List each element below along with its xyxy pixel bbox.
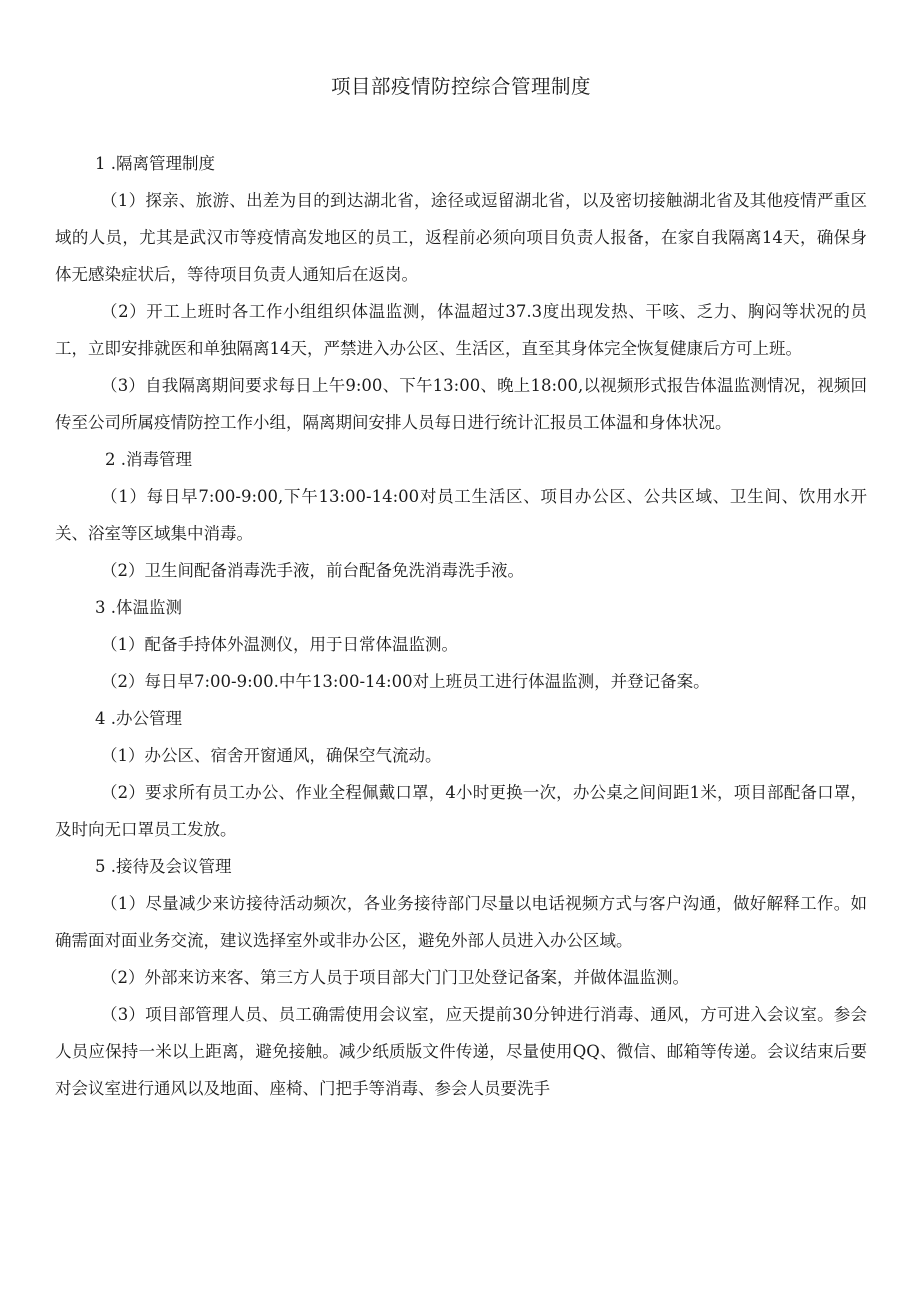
paragraph: （1）尽量减少来访接待活动频次，各业务接待部门尽量以电话视频方式与客户沟通，做好解释工作。如确需面对面业务交流，建议选择室外或非办公区，避免外部人员进入办公区域。 (55, 894, 867, 950)
section-heading: 5 .接待及会议管理 (95, 857, 232, 876)
document-title: 项目部疫情防控综合管理制度 (330, 75, 591, 98)
paragraph: （1）配备手持体外温测仪，用于日常体温监测。 (101, 635, 458, 654)
paragraph: （3）自我隔离期间要求每日上午9:00、下午13:00、晚上18:00,以视频形式报告体温监测情况，视频回传至公司所属疫情防控工作小组，隔离期间安排人员每日进行统计汇报员工体温和身体状况。 (55, 376, 867, 432)
section-disinfection (55, 441, 867, 589)
section-heading: 4 .办公管理 (95, 709, 182, 728)
paragraph: （2）卫生间配备消毒洗手液，前台配备免洗消毒洗手液。 (101, 561, 524, 580)
paragraph: （3）项目部管理人员、员工确需使用会议室，应天提前30分钟进行消毒、通风，方可进入会议室。参会人员应保持一米以上距离，避免接触。减少纸质版文件传递，尽量使用QQ、微信、邮箱等传递。会议结束后要对会议室进行通风以及地面、座椅、门把手等消毒、参会人员要洗手 (55, 1005, 867, 1098)
paragraph: （2）要求所有员工办公、作业全程佩戴口罩，4小时更换一次，办公桌之间间距1米，项目部配备口罩，及时向无口罩员工发放。 (55, 783, 867, 839)
section-temperature (55, 589, 867, 700)
paragraph: （2）外部来访来客、第三方人员于项目部大门门卫处登记备案，并做体温监测。 (101, 968, 689, 987)
paragraph: （2）每日早7:00-9:00.中午13:00-14:00对上班员工进行体温监测，并登记备案。 (101, 672, 710, 691)
paragraph: （2）开工上班时各工作小组组织体温监测，体温超过37.3度出现发热、干咳、乏力、胸闷等状况的员工，立即安排就医和单独隔离14天，严禁进入办公区、生活区，直至其身体完全恢复健康后方可上班。 (55, 302, 867, 358)
section-reception-meeting (55, 848, 867, 1107)
section-office (55, 700, 867, 848)
document-page (55, 0, 867, 1107)
section-heading: 2 .消毒管理 (105, 450, 192, 469)
paragraph: （1）探亲、旅游、出差为目的到达湖北省，途径或逗留湖北省，以及密切接触湖北省及其他疫情严重区域的人员，尤其是武汉市等疫情高发地区的员工，返程前必须向项目负责人报备，在家自我隔离14天，确保身体无感染症状后，等待项目负责人通知后在返岗。 (55, 191, 867, 284)
paragraph: （1）办公区、宿舍开窗通风，确保空气流动。 (101, 746, 442, 765)
paragraph: （1）每日早7:00-9:00,下午13:00-14:00对员工生活区、项目办公区、公共区域、卫生间、饮用水开关、浴室等区域集中消毒。 (55, 487, 867, 543)
section-heading: 3 .体温监测 (95, 598, 182, 617)
section-isolation (55, 145, 867, 441)
section-heading: 1 .隔离管理制度 (95, 154, 215, 173)
